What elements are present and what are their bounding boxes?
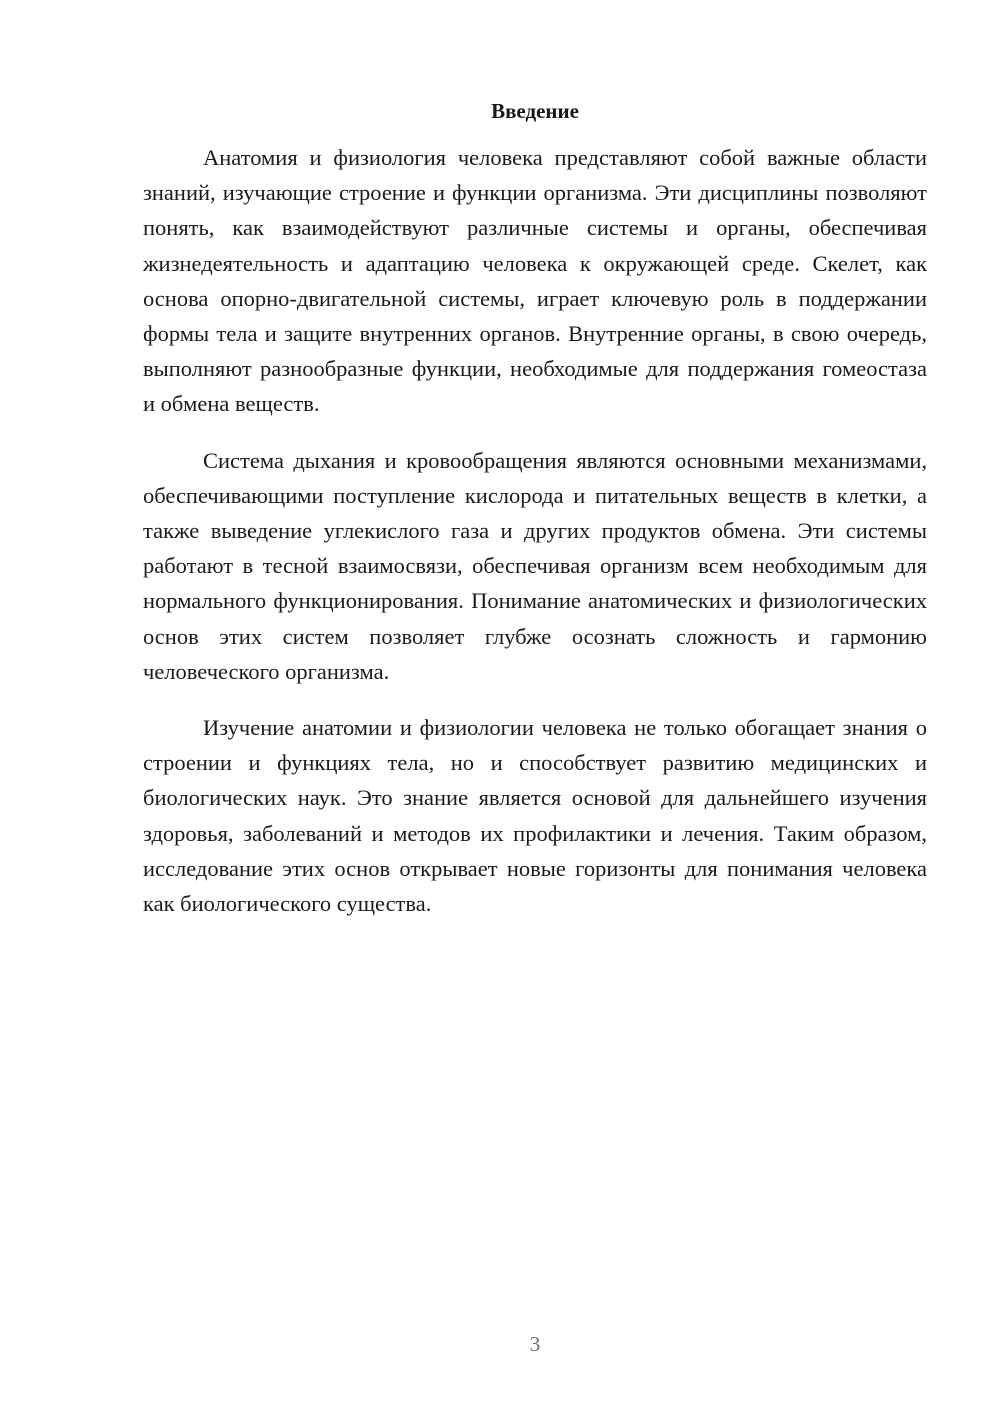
paragraph-2: Система дыхания и кровообращения являются основными механизмами, обеспечивающими поступление кислорода и питательных веществ в клетки, а также выведение углекислого газа и других продуктов обмена. Эти системы работают в тесной взаимосвязи, обеспечивая организм всем необходимым для нормального функционирования. Понимание анатомических и физиологических основ этих систем позволяет глубже осознать сложность и гармонию человеческого организма. <box>143 447 927 684</box>
section-title: Введение <box>491 99 579 123</box>
paragraph-3: Изучение анатомии и физиологии человека не только обогащает знания о строении и функциях тела, но и способствует развитию медицинских и биологических наук. Это знание является основой для дальнейшего изучения здоровья, заболеваний и методов их профилактики и лечения. Таким образом, исследование этих основ открывает новые горизонты для понимания человека как биологического существа. <box>143 715 927 917</box>
page-number: 3 <box>529 1332 541 1356</box>
paragraph-1: Анатомия и физиология человека представляют собой важные области знаний, изучающие строение и функции организма. Эти дисциплины позволяют понять, как взаимодействуют различные системы и органы, обеспечивая жизнедеятельность и адаптацию человека к окружающей среде. Скелет, как основа опорно-двигательной системы, играет ключевую роль в поддержании формы тела и защите внутренних органов. Внутренние органы, в свою очередь, выполняют разнообразные функции, необходимые для поддержания гомеостаза и обмена веществ. <box>143 145 927 417</box>
document-page <box>143 96 927 921</box>
